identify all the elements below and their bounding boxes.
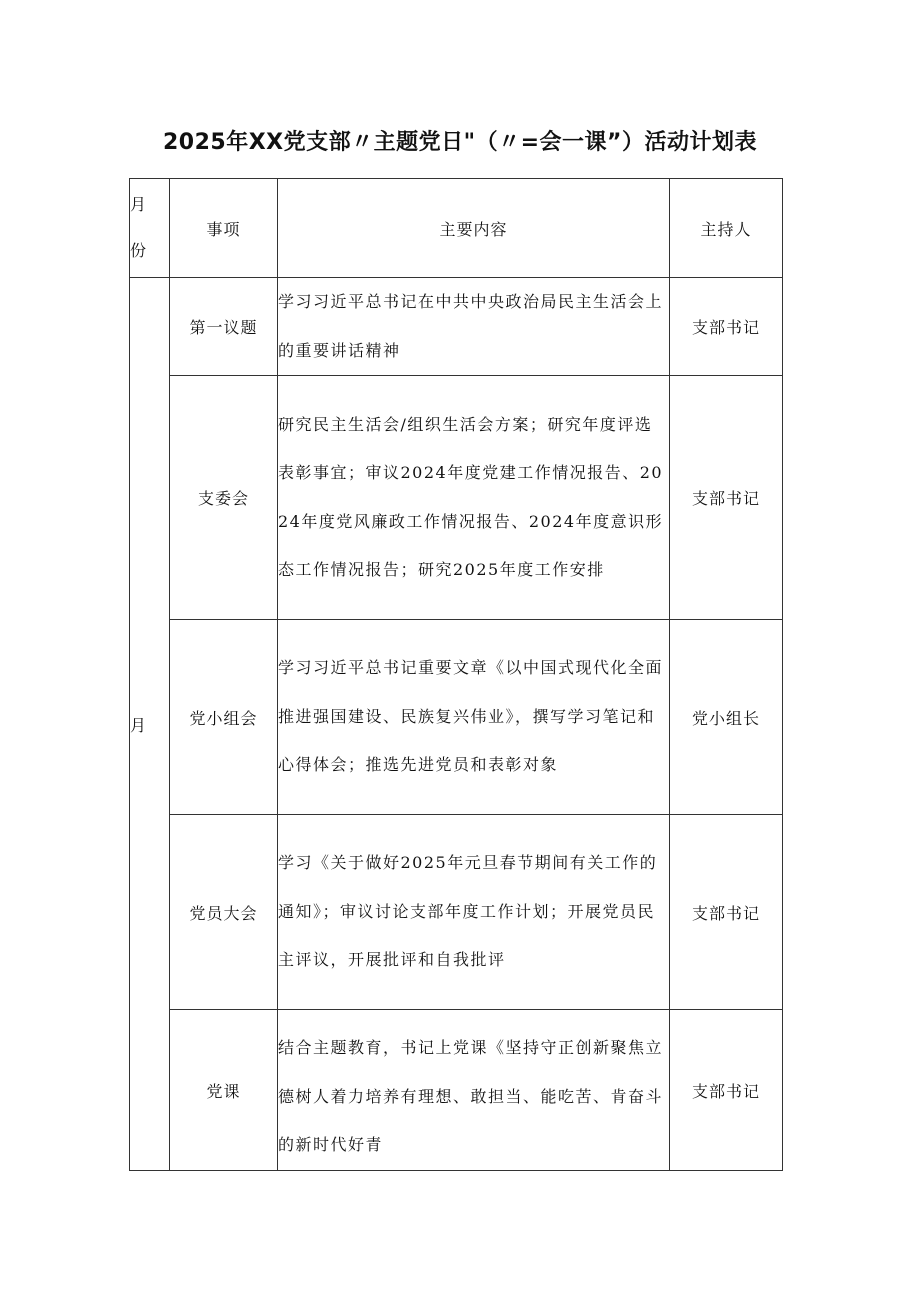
content-cell [278,278,670,376]
month-cell: 月 [130,278,170,1171]
table-row [130,620,783,815]
table-row [130,815,783,1010]
content-text: 学习《关于做好2025年元旦春节期间有关工作的通知》；审议讨论支部年度工作计划；开展党员民主评议，开展批评和自我批评 [278,853,658,970]
header-month-line2: 份 [130,241,147,260]
host-cell: 支部书记 [670,815,783,1010]
content-cell [278,1010,670,1171]
header-month-line1: 月 [130,195,147,214]
content-text: 结合主题教育，书记上党课《坚持守正创新聚焦立德树人着力培养有理想、敢担当、能吃苦、肯奋斗的新时代好青 [278,1038,664,1154]
table-row [130,376,783,620]
item-cell: 党小组会 [170,620,278,815]
content-cell [278,376,670,620]
host-cell: 支部书记 [670,1010,783,1171]
host-cell: 党小组长 [670,620,783,815]
host-cell: 支部书记 [670,278,783,376]
header-content: 主要内容 [278,179,670,278]
header-host: 主持人 [670,179,783,278]
content-cell [278,620,670,815]
header-month [130,179,170,278]
content-text: 学习习近平总书记重要文章《以中国式现代化全面推进强国建设、民族复兴伟业》，撰写学习笔记和心得体会；推选先进党员和表彰对象 [278,658,664,775]
content-cell [278,815,670,1010]
content-text: 研究民主生活会/组织生活会方案；研究年度评选表彰事宜；审议2024年度党建工作情况报告、2024年度党风廉政工作情况报告、2024年度意识形态工作情况报告；研究2025年度工作安排 [278,414,664,579]
activity-plan-table [129,178,783,1171]
item-cell: 支委会 [170,376,278,620]
table-header-row [130,179,783,278]
item-cell: 党课 [170,1010,278,1171]
table-row [130,1010,783,1171]
item-cell: 第一议题 [170,278,278,376]
document-title: 2025年XX党支部〃主题党日"（〃=会一课”）活动计划表 [162,130,757,155]
header-item: 事项 [170,179,278,278]
table-row [130,278,783,376]
item-cell: 党员大会 [170,815,278,1010]
content-text: 学习习近平总书记在中共中央政治局民主生活会上的重要讲话精神 [278,292,664,360]
host-cell: 支部书记 [670,376,783,620]
